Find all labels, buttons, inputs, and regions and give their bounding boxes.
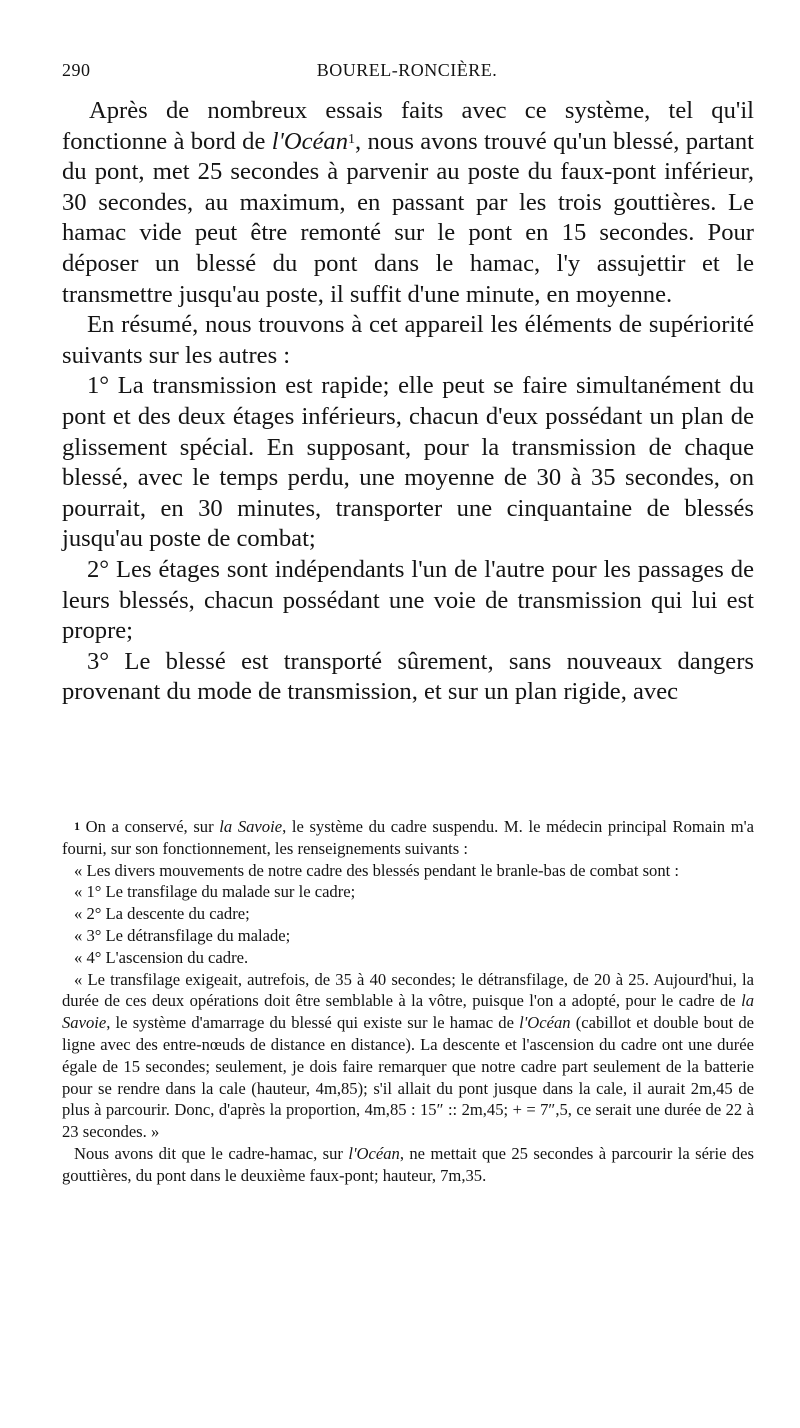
paragraph-1 bbox=[62, 96, 754, 310]
ship-name-savoie: la Savoie bbox=[219, 817, 283, 836]
page-number: 290 bbox=[62, 60, 91, 80]
footnote-quote-text-a: « Le transfilage exigeait, autrefois, de 35 à 40 secondes; le détransfilage, de 20 à 25. Aujourd'hui, la durée de ces deux opérations doit être semblable à la vôtre, puisque l'on a adopté, pour le cadre de bbox=[62, 969, 754, 1011]
paragraph-3: 1° La transmission est rapide; elle peut se faire simultanément du pont et des deux étages inférieurs, chacun d'eux possédant un plan de glissement spécial. En supposant, pour la transmission de chaque blessé, avec le temps perdu, une moyenne de 30 à 35 secondes, on pourrait, en 30 minutes, transporter une cinquantaine de blessés jusqu'au poste de combat; bbox=[62, 372, 754, 553]
footnote-quote-text-c: (cabillot et double bout de ligne avec des entre-nœuds de distance en distance). La descente et l'ascension du cadre ont une durée égale de 15 secondes; seulement, je dois faire remarquer que notre cadre part seulement de la batterie pour se rendre dans la cale (hauteur, 4m,85); s'il allait du pont jusque dans la cale, il aurait 2m,45 de plus à parcourir. Donc, d'après la proportion, 4m,85 : 15″ :: 2m,45; + = 7″,5, ce serait une durée de 22 à 23 secondes. » bbox=[62, 1013, 755, 1142]
footnote-closing-text-b: , ne mettait que 25 secondes à parcourir la série des gouttières, du pont dans le deuxième faux-pont; hauteur, 7m,35. bbox=[62, 1143, 754, 1185]
ship-name-ocean: l'Océan bbox=[271, 127, 349, 155]
paragraph-1-text-b: , nous avons trouvé qu'un blessé, partant du pont, met 25 secondes à parvenir au poste du faux-pont inférieur, 30 secondes, au maximum, en passant par les trois gouttières. Le hamac vide peut être remonté sur le pont en 15 secondes. Pour déposer un blessé du pont dans le hamac, l'y assujettir et le transmettre jusqu'au poste, il suffit d'une minute, en moyenne. bbox=[62, 127, 754, 308]
main-text bbox=[62, 96, 754, 708]
footnote-quote-line: « Les divers mouvements de notre cadre des blessés pendant le branle-bas de combat sont : bbox=[74, 860, 680, 880]
ship-name-savoie-2: la Savoie bbox=[62, 991, 754, 1033]
footnote-list-item-1: « 1° Le transfilage du malade sur le cadre; bbox=[74, 882, 356, 902]
paragraph-5: 3° Le blessé est transporté sûrement, sans nouveaux dangers provenant du mode de transmission, et sur un plan rigide, avec bbox=[62, 647, 754, 706]
footnotes bbox=[62, 816, 754, 1187]
footnote-reference: 1 bbox=[348, 131, 356, 147]
footnote-1-text-b: , le système du cadre suspendu. M. le médecin principal Romain m'a fourni, sur son fonctionnement, les renseignements suivants : bbox=[62, 817, 755, 858]
running-head: BOUREL-RONCIÈRE. bbox=[316, 60, 498, 80]
paragraph-1-text-a: Après de nombreux essais faits avec ce système, tel qu'il fonctionne à bord de bbox=[62, 97, 754, 155]
footnote-list-item-4: « 4° L'ascension du cadre. bbox=[74, 947, 249, 967]
footnote-quote-text-b: , le système d'amarrage du blessé qui existe sur le hamac de bbox=[106, 1013, 520, 1033]
footnote-list-item-3: « 3° Le détransfilage du malade; bbox=[74, 925, 291, 945]
paragraph-2: En résumé, nous trouvons à cet appareil les éléments de supériorité suivants sur les autres : bbox=[62, 311, 754, 369]
ship-name-ocean-3: l'Océan bbox=[348, 1143, 400, 1163]
footnote-list-item-2: « 2° La descente du cadre; bbox=[74, 904, 250, 924]
paragraph-4: 2° Les étages sont indépendants l'un de l'autre pour les passages de leurs blessés, chacun possédant une voie de transmission qui lui est propre; bbox=[62, 555, 754, 645]
footnote-mark: 1 bbox=[74, 819, 80, 833]
footnote-1-intro bbox=[62, 816, 754, 860]
footnote-1-text-a: On a conservé, sur bbox=[85, 817, 220, 836]
ship-name-ocean-2: l'Océan bbox=[519, 1013, 571, 1033]
page-header bbox=[62, 60, 752, 86]
footnote-closing-paragraph bbox=[62, 1143, 754, 1187]
footnote-quote-paragraph bbox=[62, 969, 754, 1143]
footnote-closing-text-a: Nous avons dit que le cadre-hamac, sur bbox=[74, 1143, 349, 1163]
